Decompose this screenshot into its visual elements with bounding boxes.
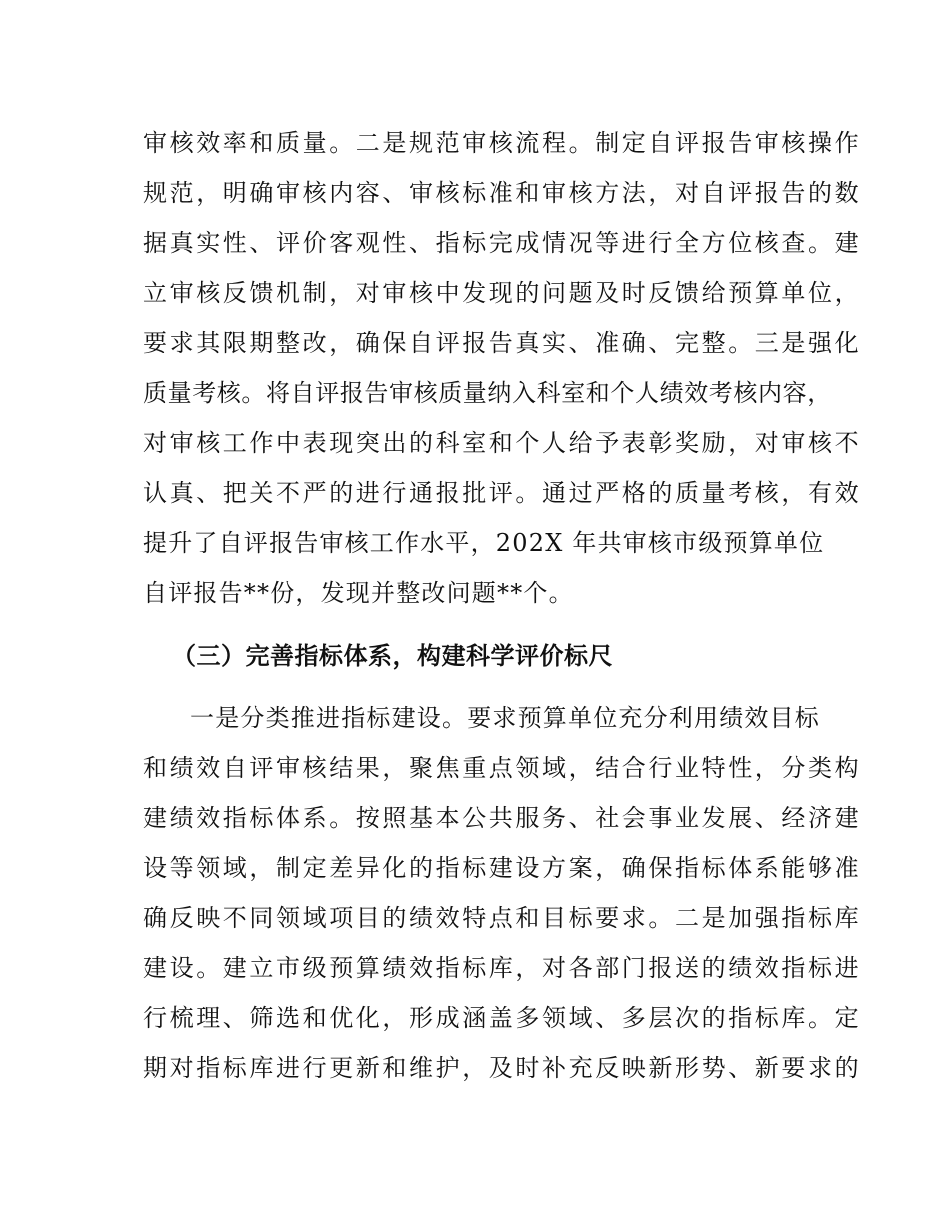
body-text-line: 期对指标库进行更新和维护，及时补充反映新形势、新要求的 <box>143 1054 862 1082</box>
body-text-line: 对审核工作中表现突出的科室和个人给予表彰奖励，对审核不 <box>143 429 862 457</box>
body-text-line: 立审核反馈机制，对审核中发现的问题及时反馈给预算单位， <box>143 279 862 307</box>
body-text-line: 规范，明确审核内容、审核标准和审核方法，对自评报告的数 <box>143 179 862 207</box>
body-text-line: 审核效率和质量。二是规范审核流程。制定自评报告审核操作 <box>143 129 862 157</box>
body-text-line: 确反映不同领域项目的绩效特点和目标要求。二是加强指标库 <box>143 904 862 932</box>
section-heading: （三）完善指标体系，构建科学评价标尺 <box>172 642 613 670</box>
body-text-line: 自评报告**份，发现并整改问题**个。 <box>143 579 574 607</box>
body-text-line: 质量考核。将自评报告审核质量纳入科室和个人绩效考核内容， <box>143 379 832 407</box>
body-text-line: 一是分类推进指标建设。要求预算单位充分利用绩效目标 <box>190 704 820 732</box>
body-text-line: 和绩效自评审核结果，聚焦重点领域，结合行业特性，分类构 <box>143 754 862 782</box>
body-text-line: 提升了自评报告审核工作水平，202X 年共审核市级预算单位 <box>143 529 825 557</box>
body-text-line: 行梳理、筛选和优化，形成涵盖多领域、多层次的指标库。定 <box>143 1004 862 1032</box>
body-text-line: 要求其限期整改，确保自评报告真实、准确、完整。三是强化 <box>143 329 862 357</box>
body-text-line: 认真、把关不严的进行通报批评。通过严格的质量考核，有效 <box>143 479 862 507</box>
body-text-line: 设等领域，制定差异化的指标建设方案，确保指标体系能够准 <box>143 854 862 882</box>
body-text-line: 据真实性、评价客观性、指标完成情况等进行全方位核查。建 <box>143 229 862 257</box>
body-text-line: 建设。建立市级预算绩效指标库，对各部门报送的绩效指标进 <box>143 954 862 982</box>
body-text-line: 建绩效指标体系。按照基本公共服务、社会事业发展、经济建 <box>143 804 862 832</box>
